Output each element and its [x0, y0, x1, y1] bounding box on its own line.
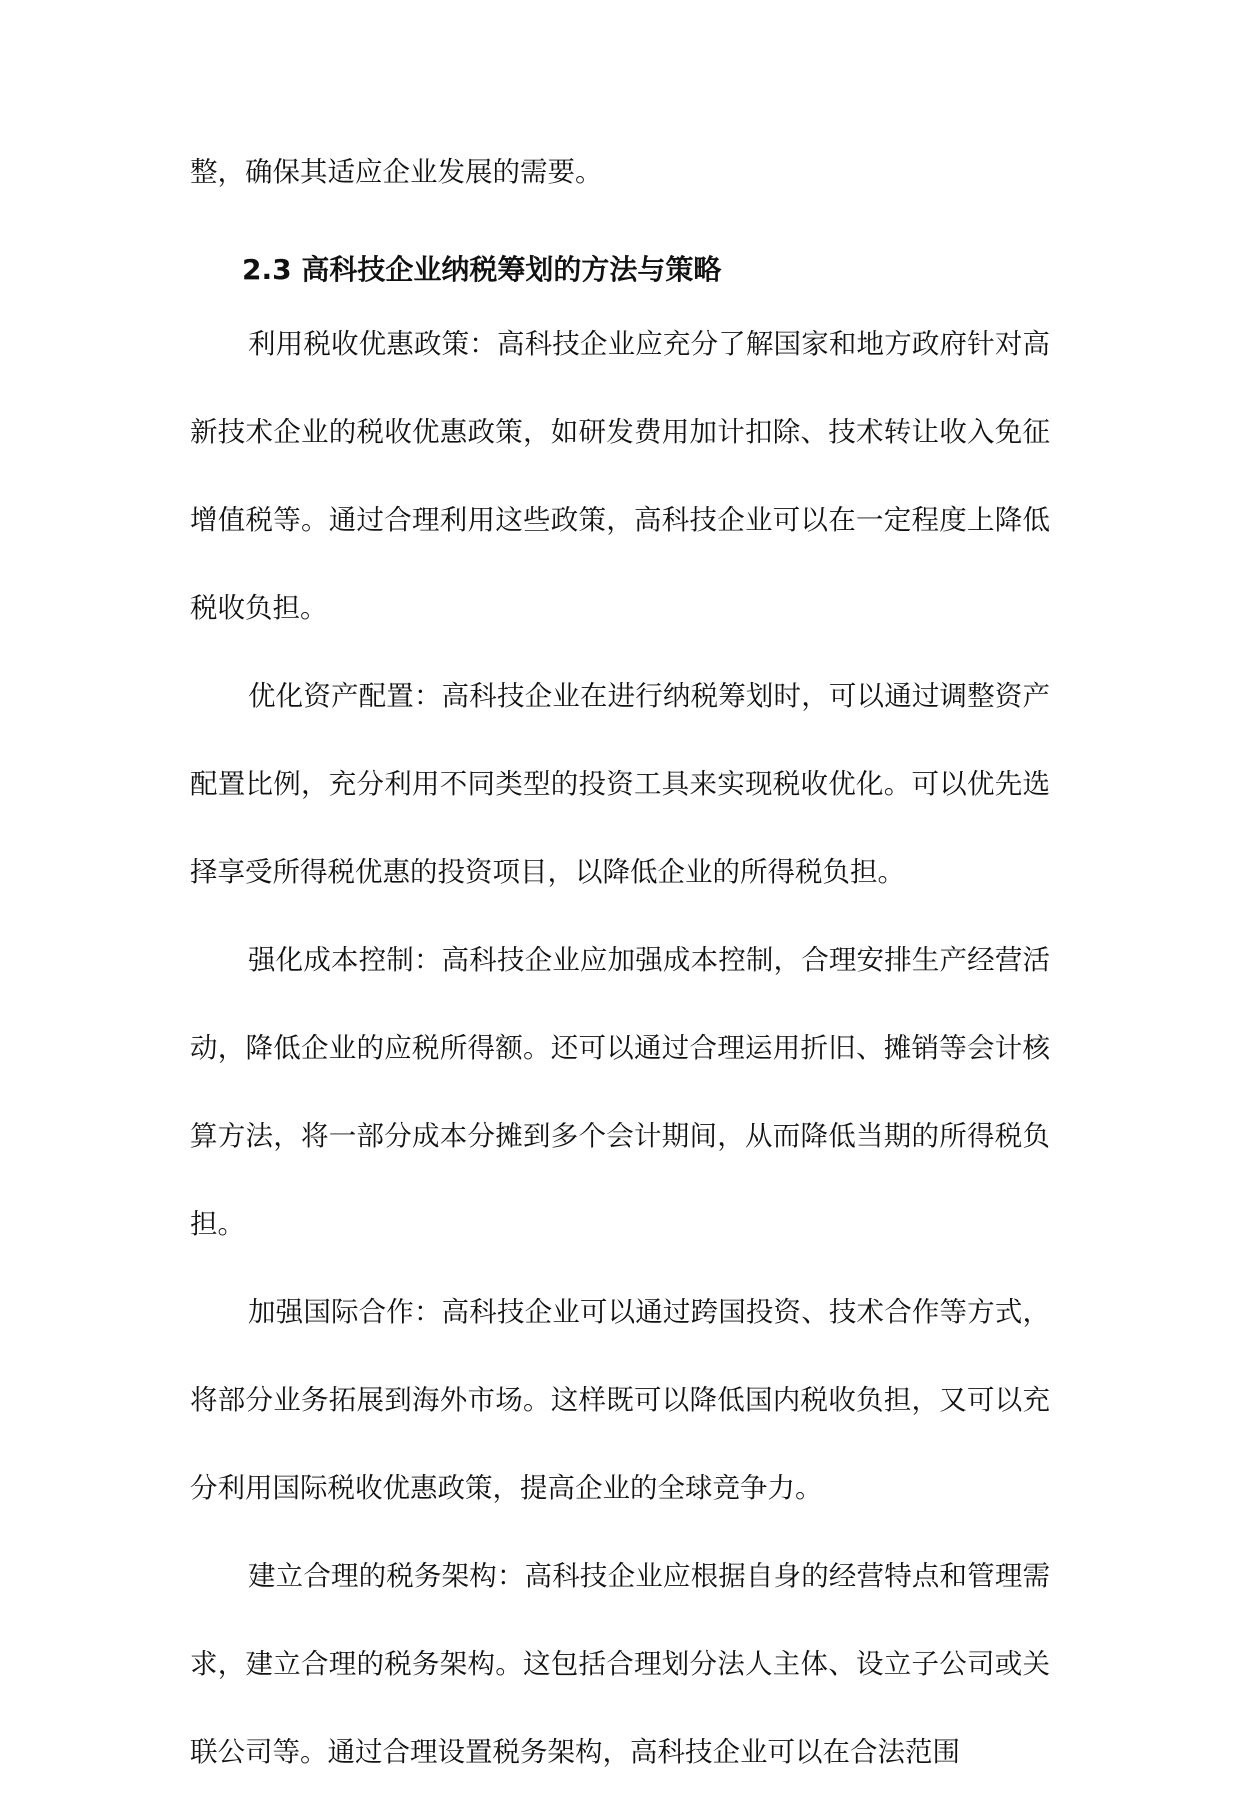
body-text	[190, 300, 1050, 1796]
paragraph-international-cooperation: 加强国际合作：高科技企业可以通过跨国投资、技术合作等方式，将部分业务拓展到海外市场。这样既可以降低国内税收负担，又可以充分利用国际税收优惠政策，提高企业的全球竞争力。	[190, 1296, 1050, 1504]
paragraph-cost-control: 强化成本控制：高科技企业应加强成本控制，合理安排生产经营活动，降低企业的应税所得额。还可以通过合理运用折旧、摊销等会计核算方法，将一部分成本分摊到多个会计期间，从而降低当期的所得税负担。	[190, 944, 1050, 1240]
continued-paragraph: 整，确保其适应企业发展的需要。	[190, 156, 603, 188]
paragraph-tax-incentives: 利用税收优惠政策：高科技企业应充分了解国家和地方政府针对高新技术企业的税收优惠政策，如研发费用加计扣除、技术转让收入免征增值税等。通过合理利用这些政策，高科技企业可以在一定程度上降低税收负担。	[190, 328, 1050, 624]
section-heading: 2.3 高科技企业纳税筹划的方法与策略	[242, 253, 722, 286]
paragraph-asset-allocation: 优化资产配置：高科技企业在进行纳税筹划时，可以通过调整资产配置比例，充分利用不同类型的投资工具来实现税收优化。可以优先选择享受所得税优惠的投资项目，以降低企业的所得税负担。	[190, 680, 1050, 888]
paragraph-tax-structure: 建立合理的税务架构：高科技企业应根据自身的经营特点和管理需求，建立合理的税务架构。这包括合理划分法人主体、设立子公司或关联公司等。通过合理设置税务架构，高科技企业可以在合法范围	[190, 1560, 1050, 1768]
